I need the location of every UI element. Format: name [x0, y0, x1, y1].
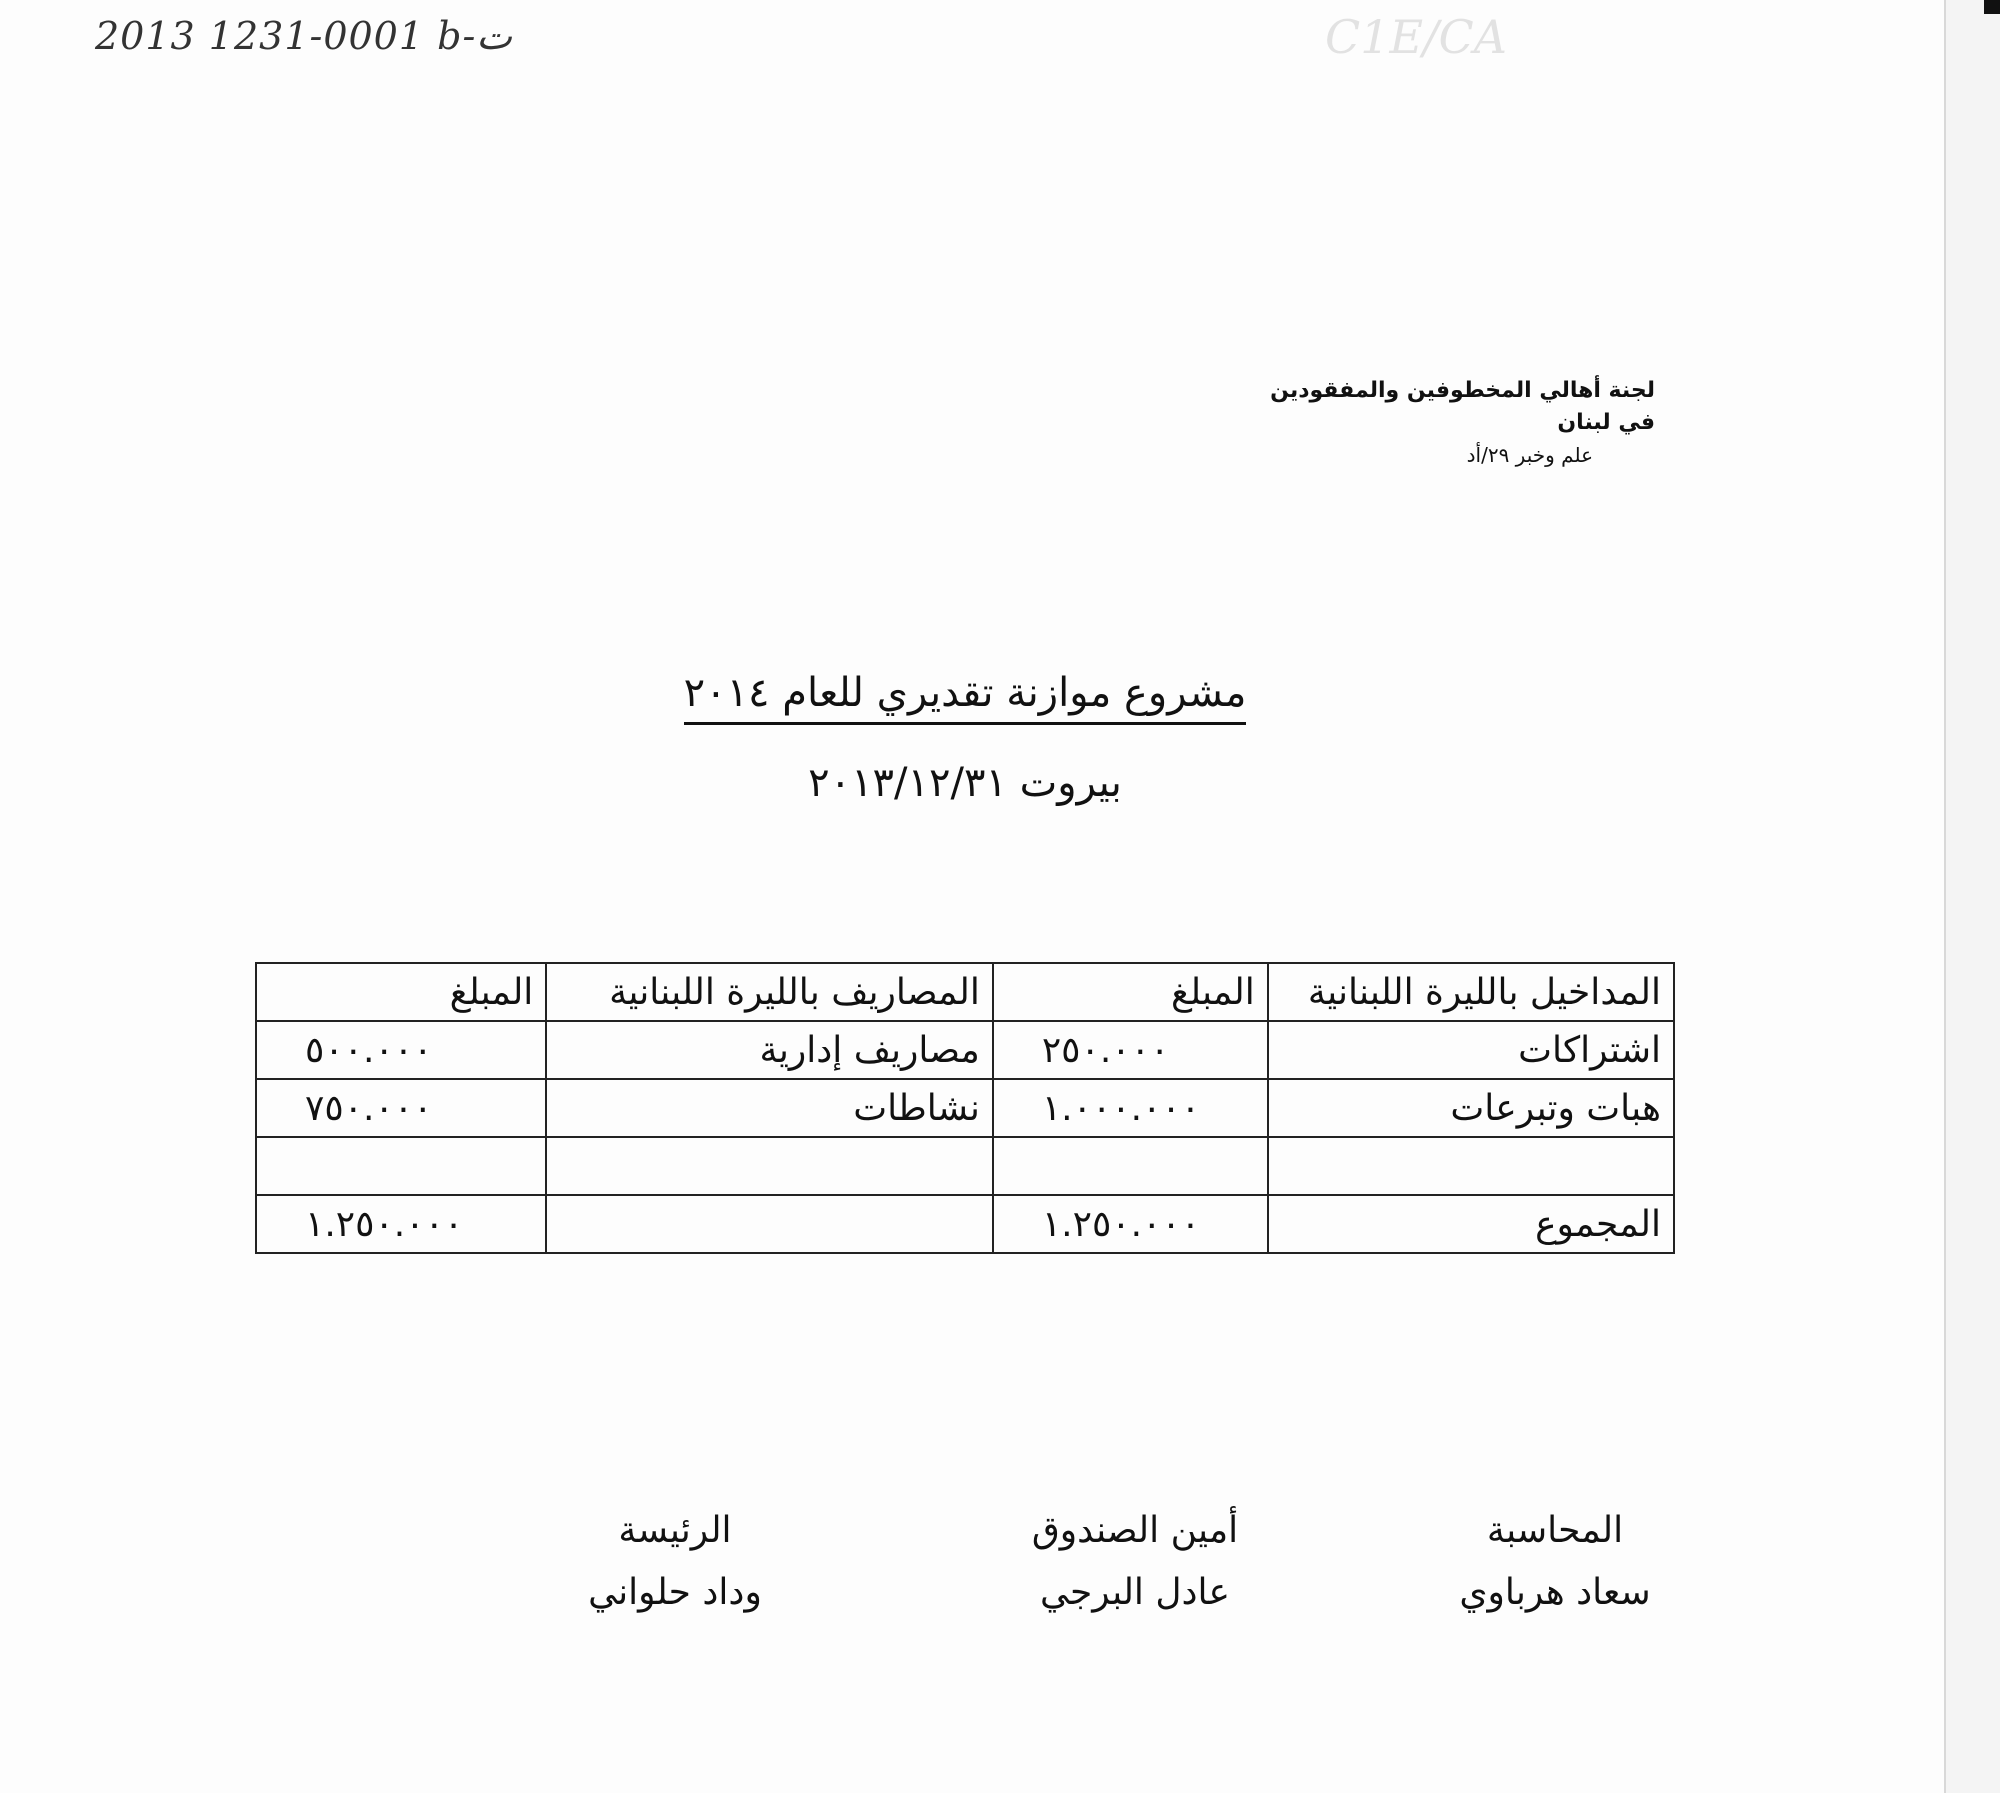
document-title-container: [0, 670, 1930, 716]
expense-item: [546, 1137, 993, 1195]
income-amount: [993, 1137, 1268, 1195]
expense-total: ١.٢٥٠.٠٠٠: [256, 1195, 546, 1253]
table-row-empty: [256, 1137, 1674, 1195]
expense-item: نشاطات: [546, 1079, 993, 1137]
income-amount: ١.٠٠٠.٠٠٠: [993, 1079, 1268, 1137]
signature-name: عادل البرجي: [1039, 1572, 1231, 1613]
org-name-line2: في لبنان: [1557, 410, 1655, 435]
organization-header: [1270, 375, 1655, 471]
handwritten-reference-number: 2013 1231-0001 b-ت: [95, 14, 513, 58]
faint-stamp-mark: C1E/CA: [1325, 10, 1507, 64]
signature-name: سعاد هرباوي: [1459, 1572, 1651, 1613]
signature-accountant: [1420, 1500, 1690, 1624]
header-income-amount: المبلغ: [993, 963, 1268, 1021]
place-and-date: بيروت ٢٠١٣/١٢/٣١: [808, 760, 1122, 806]
signature-treasurer: [1000, 1500, 1270, 1624]
expense-amount: ٧٥٠.٠٠٠: [256, 1079, 546, 1137]
table-row: [256, 1079, 1674, 1137]
income-item: هبات وتبرعات: [1268, 1079, 1674, 1137]
table-header-row: [256, 963, 1674, 1021]
org-name-line1: لجنة أهالي المخطوفين والمفقودين: [1270, 378, 1655, 403]
income-item: اشتراكات: [1268, 1021, 1674, 1079]
budget-table: [255, 962, 1675, 1254]
signature-president: [540, 1500, 810, 1624]
expense-total-label: [546, 1195, 993, 1253]
income-amount: ٢٥٠.٠٠٠: [993, 1021, 1268, 1079]
org-registration-ref: علم وخبر ٢٩/أد: [1466, 443, 1593, 467]
signature-name: وداد حلواني: [588, 1572, 762, 1613]
total-label: المجموع: [1268, 1195, 1674, 1253]
document-title: مشروع موازنة تقديري للعام ٢٠١٤: [684, 670, 1247, 725]
expense-amount: ٥٠٠.٠٠٠: [256, 1021, 546, 1079]
expense-amount: [256, 1137, 546, 1195]
expense-item: مصاريف إدارية: [546, 1021, 993, 1079]
header-expenses-amount: المبلغ: [256, 963, 546, 1021]
table-row: [256, 1021, 1674, 1079]
header-income: المداخيل بالليرة اللبنانية: [1268, 963, 1674, 1021]
scan-corner-mark: [1984, 0, 2000, 14]
income-total: ١.٢٥٠.٠٠٠: [993, 1195, 1268, 1253]
signature-role: أمين الصندوق: [1031, 1510, 1239, 1551]
signature-role: المحاسبة: [1486, 1510, 1624, 1551]
header-expenses: المصاريف بالليرة اللبنانية: [546, 963, 993, 1021]
signature-role: الرئيسة: [618, 1510, 732, 1551]
table-total-row: [256, 1195, 1674, 1253]
income-item: [1268, 1137, 1674, 1195]
scan-right-edge: [1944, 0, 2000, 1793]
